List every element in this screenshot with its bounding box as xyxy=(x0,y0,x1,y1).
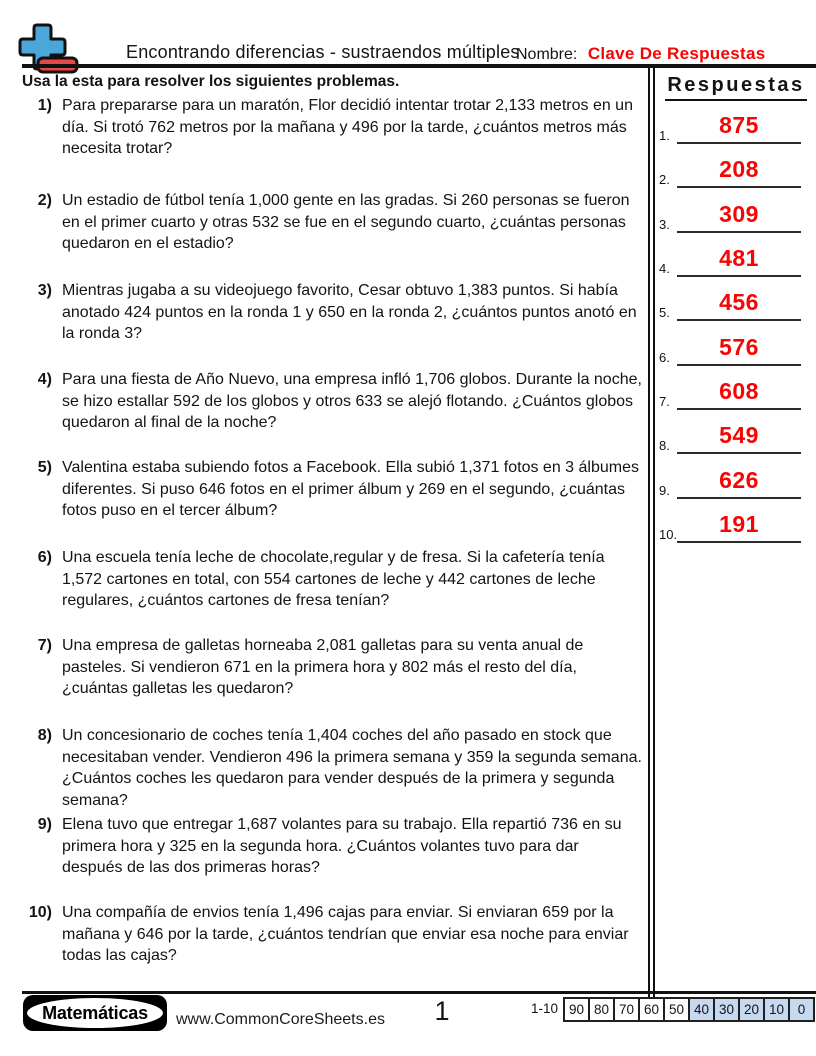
problem-4 xyxy=(0,369,642,434)
answer-row-8 xyxy=(653,414,813,454)
problem-text: Elena tuvo que entregar 1,687 volantes para su trabajo. Ella repartió 736 en su primera hora y 325 en la segunda hora. ¿Cuántos volantes tuvo para dar después de las dos primeras horas? xyxy=(62,816,622,876)
answer-row-2 xyxy=(653,148,813,188)
problem-text: Valentina estaba subiendo fotos a Facebook. Ella subió 1,371 fotos en 3 álbumes diferentes. Si puso 646 fotos en el primer álbum y 269 en el segundo, ¿cuántas fotos puso en el tercer álbum? xyxy=(62,459,639,519)
answer-number: 10. xyxy=(659,527,678,542)
problem-7 xyxy=(0,635,642,700)
problem-number: 6) xyxy=(37,549,52,566)
answer-value: 875 xyxy=(719,112,759,138)
answer-number: 8. xyxy=(659,438,670,453)
answer-number: 7. xyxy=(659,394,670,409)
answer-row-10 xyxy=(653,503,813,543)
answer-line xyxy=(677,319,801,321)
problem-text: Una compañía de envios tenía 1,496 cajas para enviar. Si enviaran 659 por la mañana y 646 por la tarde, ¿cuántos tendrían que enviar esa noche para enviar todas las cajas? xyxy=(62,904,629,964)
problem-text: Para una fiesta de Año Nuevo, una empresa infló 1,706 globos. Durante la noche, se hizo estallar 592 de los globos y otros 633 se alejó flotando. ¿Cuántos globos quedaron al final de la noche? xyxy=(62,371,642,431)
page-number: 1 xyxy=(434,996,450,1026)
score-cell: 50 xyxy=(663,999,688,1020)
problem-number: 9) xyxy=(37,816,52,833)
answer-line xyxy=(677,452,801,454)
answer-row-9 xyxy=(653,459,813,499)
problem-6 xyxy=(0,547,642,612)
answers-header-label: Respuestas xyxy=(665,74,806,101)
answer-row-3 xyxy=(653,193,813,233)
problem-number: 2) xyxy=(37,192,52,209)
answers-header xyxy=(658,74,814,101)
problem-text: Mientras jugaba a su videojuego favorito, Cesar obtuvo 1,383 puntos. Si había anotado 424 puntos en la ronda 1 y 650 en la ronda 2, ¿cuántos puntos anotó en la ronda 3? xyxy=(62,282,637,342)
answer-line xyxy=(677,364,801,366)
answer-line xyxy=(677,497,801,499)
score-cell: 0 xyxy=(788,999,813,1020)
answer-value: 191 xyxy=(719,511,759,537)
answer-row-1 xyxy=(653,104,813,144)
problem-10 xyxy=(0,902,642,967)
score-cell: 70 xyxy=(613,999,638,1020)
answer-line xyxy=(677,231,801,233)
answer-number: 4. xyxy=(659,261,670,276)
problem-number: 1) xyxy=(37,97,52,114)
problem-number: 7) xyxy=(37,637,52,654)
answer-number: 2. xyxy=(659,172,670,187)
answer-value: 456 xyxy=(719,289,759,315)
problem-5 xyxy=(0,457,642,522)
instruction-text: Usa la esta para resolver los siguientes problemas. xyxy=(22,73,400,90)
problem-1 xyxy=(0,95,642,160)
answer-line xyxy=(677,275,801,277)
answer-value: 576 xyxy=(719,334,759,360)
site-url: www.CommonCoreSheets.es xyxy=(176,1011,385,1028)
problem-number: 4) xyxy=(37,371,52,388)
problem-text: Para prepararse para un maratón, Flor decidió intentar trotar 2,133 metros en un día. Si trotó 762 metros por la mañana y 496 por la tarde, ¿cuántos metros más necesita trotar? xyxy=(62,97,633,157)
answer-line xyxy=(677,541,801,543)
problem-8 xyxy=(0,725,642,811)
answer-value: 309 xyxy=(719,201,759,227)
problem-9 xyxy=(0,814,642,879)
score-cell: 30 xyxy=(713,999,738,1020)
problem-2 xyxy=(0,190,642,255)
answer-value: 549 xyxy=(719,422,759,448)
answer-row-7 xyxy=(653,370,813,410)
name-row xyxy=(516,44,766,64)
answer-value: 626 xyxy=(719,467,759,493)
answer-line xyxy=(677,186,801,188)
answer-number: 5. xyxy=(659,305,670,320)
answer-row-6 xyxy=(653,326,813,366)
brand-badge xyxy=(23,995,167,1031)
score-cell: 40 xyxy=(688,999,713,1020)
problem-number: 10) xyxy=(28,904,52,921)
answer-number: 1. xyxy=(659,128,670,143)
problem-3 xyxy=(0,280,642,345)
name-value-answer-key: Clave De Respuestas xyxy=(587,44,766,63)
problem-text: Una escuela tenía leche de chocolate,regular y de fresa. Si la cafetería tenía 1,572 cartones en total, con 554 cartones de leche y 442 cartones de leche regulares, ¿cuántos cartones de fresa tenían? xyxy=(62,549,605,609)
problem-text: Un concesionario de coches tenía 1,404 coches del año pasado en stock que necesitaban vender. Vendieron 496 la primera semana y 359 la segunda semana. ¿Cuántos coches les quedaron para vender después de la primera y segunda semana? xyxy=(62,727,642,809)
answer-number: 3. xyxy=(659,217,670,232)
name-label: Nombre: xyxy=(516,46,578,63)
score-cell: 60 xyxy=(638,999,663,1020)
answer-value: 208 xyxy=(719,156,759,182)
page-title: Encontrando diferencias - sustraendos múltiples xyxy=(126,42,520,62)
answer-line xyxy=(677,142,801,144)
answer-value: 608 xyxy=(719,378,759,404)
answer-line xyxy=(677,408,801,410)
header-rule xyxy=(22,64,816,68)
problem-number: 3) xyxy=(37,282,52,299)
answer-number: 6. xyxy=(659,350,670,365)
problem-number: 5) xyxy=(37,459,52,476)
answer-row-4 xyxy=(653,237,813,277)
problem-text: Una empresa de galletas horneaba 2,081 galletas para su venta anual de pasteles. Si vendieron 671 en la primera hora y 802 más el resto del día, ¿cuántas galletas les quedaron? xyxy=(62,637,584,697)
brand-badge-inner xyxy=(27,998,163,1028)
brand-label: Matemáticas xyxy=(42,1002,148,1023)
score-cell: 90 xyxy=(568,1002,585,1017)
answer-number: 9. xyxy=(659,483,670,498)
score-table xyxy=(563,997,815,1022)
score-cell: 20 xyxy=(738,999,763,1020)
score-range-label: 1-10 xyxy=(530,1001,558,1016)
footer-rule xyxy=(22,991,816,994)
score-cell: 80 xyxy=(588,999,613,1020)
score-cell: 10 xyxy=(763,999,788,1020)
answer-row-5 xyxy=(653,281,813,321)
answer-value: 481 xyxy=(719,245,759,271)
problem-number: 8) xyxy=(37,727,52,744)
problem-text: Un estadio de fútbol tenía 1,000 gente en las gradas. Si 260 personas se fueron en el primer cuarto y otras 532 se fue en el segundo cuarto, ¿cuántas personas quedaron en el estadio? xyxy=(62,192,630,252)
